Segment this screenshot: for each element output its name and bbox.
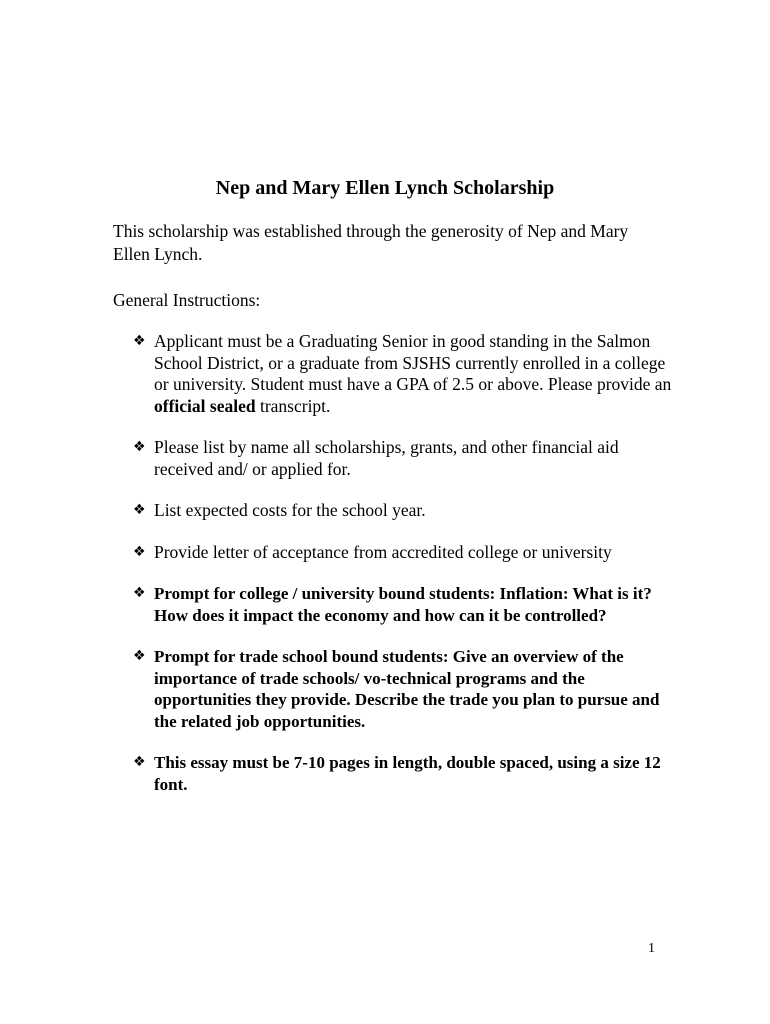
list-item — [113, 331, 673, 417]
list-item — [113, 542, 673, 564]
list-item-text: Prompt for college / university bound students: Inflation: What is it? How does it impact the economy and how can it be controlled? — [154, 584, 652, 625]
diamond-bullet-icon: ❖ — [133, 502, 146, 518]
diamond-bullet-icon: ❖ — [133, 333, 146, 349]
list-item — [113, 752, 673, 795]
list-item — [113, 437, 673, 480]
instructions-list — [113, 331, 673, 815]
list-item — [113, 583, 673, 626]
list-item-text: List expected costs for the school year. — [154, 500, 426, 520]
list-item-text-start: Applicant must be a Graduating Senior in good standing in the Salmon School District, or a graduate from SJSHS currently enrolled in a college or university. Student must have a GPA of 2.5 or above. Please provide an — [154, 331, 672, 394]
page-number: 1 — [648, 941, 655, 956]
diamond-bullet-icon: ❖ — [133, 439, 146, 455]
list-item — [113, 646, 673, 732]
list-item-text: Prompt for trade school bound students: Give an overview of the importance of trade schools/ vo-technical programs and the opportunities they provide. Describe the trade you plan to pursue and the related job opportunities. — [154, 647, 660, 731]
diamond-bullet-icon: ❖ — [133, 585, 146, 601]
diamond-bullet-icon: ❖ — [133, 754, 146, 770]
diamond-bullet-icon: ❖ — [133, 648, 146, 664]
list-item-text-end: transcript. — [255, 395, 331, 416]
intro-paragraph: This scholarship was established through the generosity of Nep and Mary Ellen Lynch. — [113, 221, 629, 264]
list-item-text: Provide letter of acceptance from accredited college or university — [154, 541, 612, 562]
list-item-text: Please list by name all scholarships, grants, and other financial aid received and/ or applied for. — [154, 437, 619, 479]
instructions-heading: General Instructions: — [113, 290, 261, 310]
list-item-text: This essay must be 7-10 pages in length, double spaced, using a size 12 font. — [154, 753, 661, 794]
list-item — [113, 500, 673, 522]
list-item-emphasis: official sealed — [154, 395, 256, 416]
page-title: Nep and Mary Ellen Lynch Scholarship — [215, 177, 555, 199]
diamond-bullet-icon: ❖ — [133, 543, 146, 560]
